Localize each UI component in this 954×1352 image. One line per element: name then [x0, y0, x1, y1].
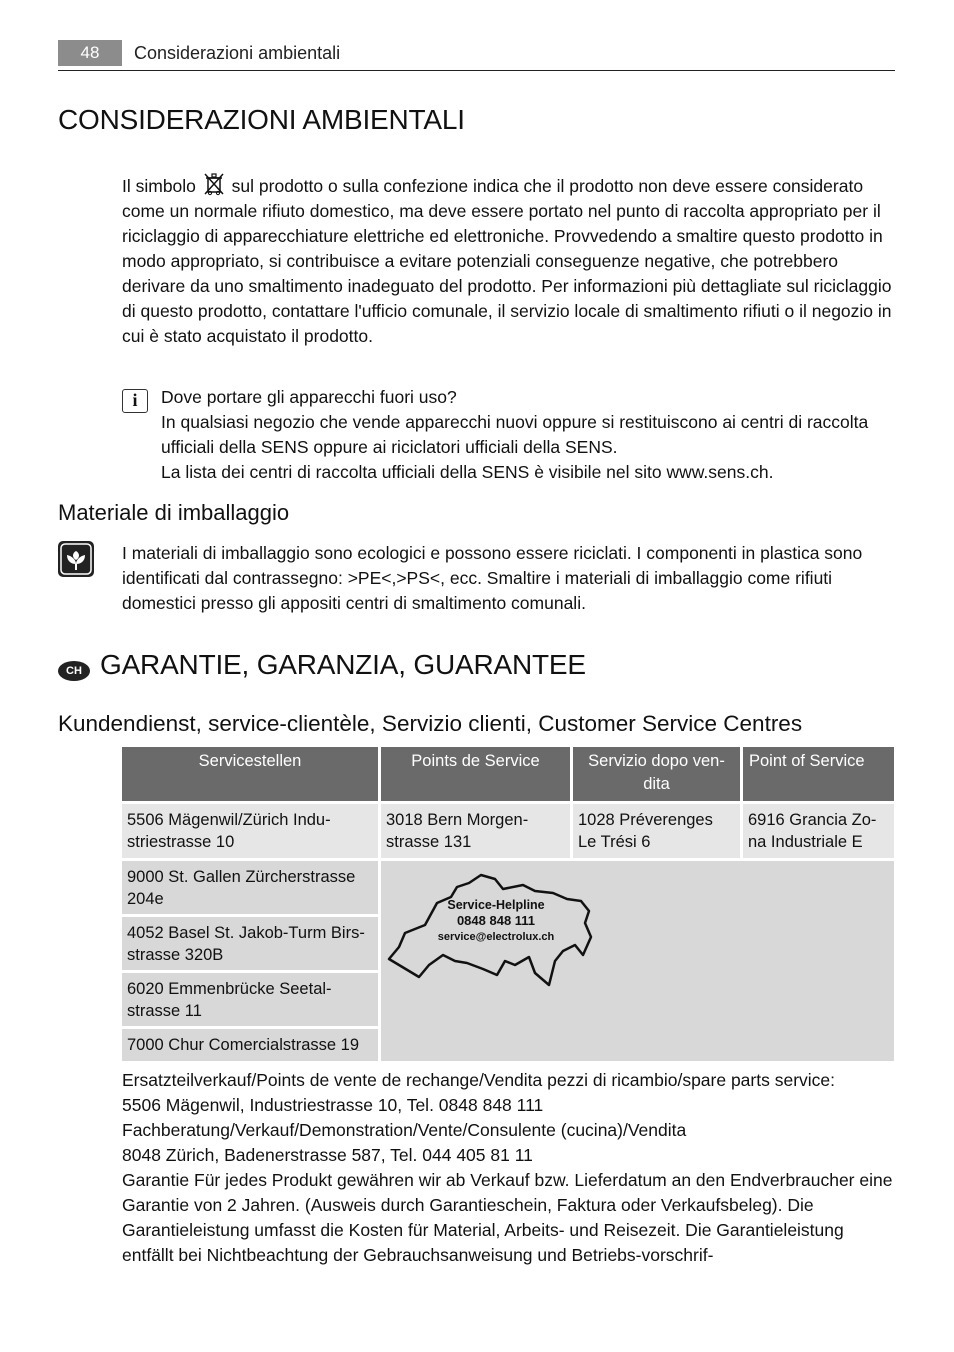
ch-country-badge: CH	[58, 661, 90, 681]
table-cell: 1028 Préverenges Le Trési 6	[573, 804, 740, 858]
advice-address: 8048 Zürich, Badenerstrasse 587, Tel. 044 405 81 11	[122, 1145, 533, 1165]
table-cell: 5506 Mägenwil/Zürich Industriestrasse 10	[122, 804, 378, 858]
page-number: 48	[58, 40, 122, 66]
para-main-text: sul prodotto o sulla confezione indica che il prodotto non deve essere considerato come un normale rifiuto domestico, ma deve essere portato nel punto di raccolta appropriato per il riciclaggio di apparecchiature elettriche ed elettroniche. Provvedendo a smaltire questo prodotto in modo appropriato, si contribuisce a evitare potenziali conseguenze negative, che potrebbero derivare da uno smaltimento inadeguato del prodotto. Per informazioni più dettagliate sul riciclaggio di questo prodotto, contattare l'ufficio comunale, il servizio locale di smaltimento rifiuti o il negozio in cui è stato acquistato il prodotto.	[122, 176, 892, 346]
guarantee-text: Für jedes Produkt gewähren wir ab Verkauf bzw. Lieferdatum an den Endverbraucher eine Garantie von 2 Jahren. (Ausweis durch Garantieschein, Faktura oder Verkaufsbeleg). Die Garantieleistung umfasst die Kosten für Material, Arbeits- und Reisezeit. Die Garantieleistung entfällt bei Nichtbeachtung der Gebrauchsanweisung und Betriebs-vorschrif-	[122, 1170, 893, 1265]
helpline-phone: 0848 848 111	[456, 913, 536, 928]
table-cell: 4052 Basel St. Jakob-Turm Birsstrasse 320B	[122, 917, 378, 970]
info-line-1: In qualsiasi negozio che vende apparecchi nuovi oppure si restituiscono ai centri di raccolta ufficiali della SENS oppure ai riciclatori ufficiali della SENS.	[161, 412, 869, 457]
helpline-label: Service-Helpline	[447, 898, 545, 912]
table-cell: 9000 St. Gallen Zürcherstrasse 204e	[122, 861, 378, 914]
spare-parts-address: 5506 Mägenwil, Industriestrasse 10, Tel. 0848 848 111	[122, 1095, 544, 1115]
info-question: Dove portare gli apparecchi fuori uso?	[161, 387, 457, 407]
advice-title: Fachberatung/Verkauf/Demonstration/Vente/Consulente (cucina)/Vendita	[122, 1120, 687, 1140]
spare-parts-block	[122, 1068, 894, 1268]
service-centres-subtitle: Kundendienst, service-clientèle, Servizio clienti, Customer Service Centres	[58, 711, 803, 736]
packaging-text: I materiali di imballaggio sono ecologici e possono essere riciclati. I componenti in plastica sono identificati dal contrassegno: >PE<,>PS<, ecc. Smaltire i materiali di imballaggio come rifiuti domestici presso gli appositi centri di smaltimento comunali.	[122, 543, 863, 613]
section-title-environment: CONSIDERAZIONI AMBIENTALI	[58, 104, 465, 135]
crossed-bin-icon	[203, 172, 225, 196]
table-cell: 3018 Bern Morgenstrasse 131	[381, 804, 570, 858]
environment-paragraph	[122, 172, 892, 349]
table-header-cell: Servizio dopo vendita	[573, 747, 740, 801]
helpline-email: service@electrolux.ch	[437, 931, 555, 943]
spare-parts-title: Ersatzteilverkauf/Points de vente de rechange/Vendita pezzi di ricambio/spare parts service:	[122, 1070, 836, 1090]
recycle-flower-icon	[58, 541, 94, 577]
info-icon: i	[122, 389, 148, 413]
running-header: Considerazioni ambientali	[134, 43, 341, 63]
para-lead-text: Il simbolo	[122, 176, 196, 196]
section-title-packaging: Materiale di imballaggio	[58, 500, 290, 525]
table-cell: 6916 Grancia Zona Industriale E	[743, 804, 894, 858]
table-header-cell: Servicestellen	[122, 747, 378, 801]
info-line-2: La lista dei centri di raccolta ufficiali della SENS è visibile nel sito www.sens.ch.	[161, 462, 774, 482]
section-title-guarantee: GARANTIE, GARANZIA, GUARANTEE	[100, 649, 586, 680]
table-header-cell: Point of Service	[743, 747, 894, 801]
table-cell: 7000 Chur Comercialstrasse 19	[122, 1029, 378, 1061]
header-rule	[58, 70, 895, 71]
guarantee-label: Garantie	[122, 1170, 190, 1190]
table-cell: 6020 Emmenbrücke Seetalstrasse 11	[122, 973, 378, 1026]
info-note	[161, 385, 891, 485]
switzerland-map-cell	[381, 861, 894, 1061]
table-header-cell: Points de Service	[381, 747, 570, 801]
